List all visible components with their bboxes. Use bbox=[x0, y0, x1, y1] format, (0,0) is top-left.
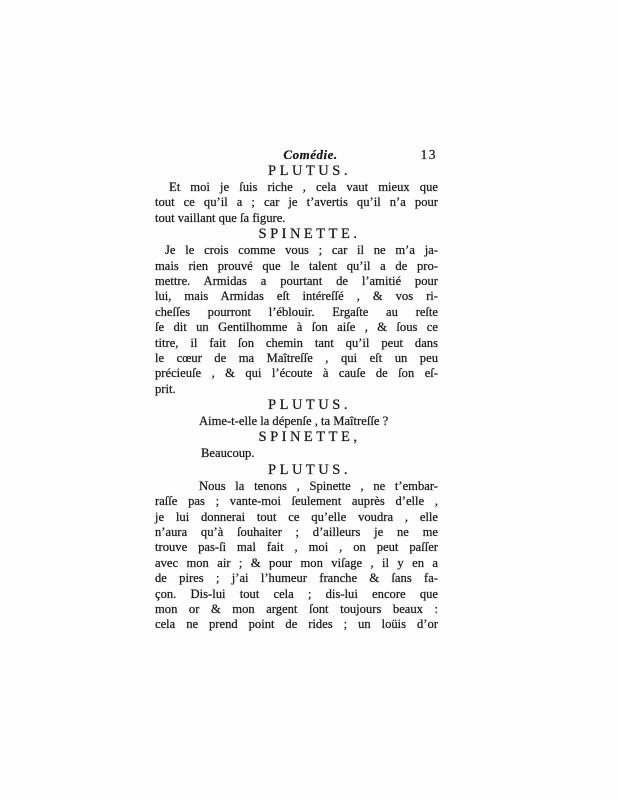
page-number: 13 bbox=[420, 147, 437, 162]
dialogue-line: n’aura qu’à ſouhaiter ; d’ailleurs je ne me bbox=[155, 525, 438, 540]
dialogue-line: de pires ; j’ai l’humeur franche & ſans fa- bbox=[155, 571, 438, 586]
dialogue-paragraph bbox=[155, 479, 438, 633]
running-title: Comédie. bbox=[283, 147, 338, 162]
dialogue-line: je lui donnerai tout ce qu’elle voudra , elle bbox=[155, 509, 438, 524]
dialogue-line: mettre. Armidas a pourtant de l’amitié pour bbox=[155, 273, 438, 288]
dialogue-line: mon or & mon argent ſont toujours beaux : bbox=[155, 601, 438, 616]
dialogue-line: trouve pas-ſi mal fait , moi , on peut paſſer bbox=[155, 540, 438, 555]
dialogue-line: Aime-t-elle la dépenſe , ta Maîtreſſe ? bbox=[199, 414, 389, 429]
page-header bbox=[155, 147, 438, 163]
dialogue-line: Je le crois comme vous ; car il ne m’a ja- bbox=[165, 243, 438, 258]
dialogue-line: précieuſe , & qui l’écoute à cauſe de ſon eſ- bbox=[155, 366, 438, 381]
text-block bbox=[155, 147, 438, 633]
dialogue-paragraph bbox=[155, 414, 438, 429]
dialogue-line: le cœur de ma Maîtreſſe , qui eſt un peu bbox=[155, 350, 438, 365]
speaker-heading: SPINETTE, bbox=[258, 429, 361, 446]
dialogue-line: cela ne prend point de rides ; un loüis d’or bbox=[155, 617, 438, 632]
dialogue-paragraph bbox=[155, 180, 438, 226]
dialogue-line: tout ce qu’il a ; car je t’avertis qu’il n’a pour bbox=[155, 195, 438, 210]
dialogue-line: titre, il fait ſon chemin tant qu’il peut dans bbox=[155, 335, 438, 350]
dialogue-line: avec mon air ; & pour mon viſage , il y en a bbox=[155, 555, 438, 570]
dialogue-line: mais rien prouvé que le talent qu’il a de pro- bbox=[155, 258, 438, 273]
speaker-heading: PLUTUS. bbox=[268, 163, 351, 179]
dialogue-line: çon. Dis-lui tout cela ; dis-lui encore que bbox=[155, 586, 438, 601]
dialogue-paragraph bbox=[155, 446, 438, 461]
speaker-heading: PLUTUS. bbox=[268, 461, 351, 478]
dialogue-line: lui, mais Armidas eſt intéreſſé , & vos ri- bbox=[155, 289, 438, 304]
speaker-heading: PLUTUS. bbox=[268, 397, 351, 414]
dialogue-line: Nous la tenons , Spinette , ne t’embar- bbox=[199, 478, 438, 493]
dialogue-line: Beaucoup. bbox=[201, 446, 255, 461]
dialogue-line: Et moi je ſuis riche , cela vaut mieux que bbox=[169, 180, 438, 194]
dialogue-line: ſe dit un Gentilhomme à ſon aiſe , & ſous ce bbox=[155, 320, 438, 335]
dialogue-line: prit. bbox=[155, 381, 176, 396]
page-content bbox=[155, 163, 438, 633]
dialogue-paragraph bbox=[155, 243, 438, 397]
dialogue-line: tout vaillant que ſa figure. bbox=[155, 210, 286, 225]
dialogue-line: raſſe pas ; vante-moi ſeulement auprès d’elle , bbox=[155, 494, 438, 509]
speaker-heading: SPINETTE. bbox=[258, 226, 361, 243]
dialogue-line: cheſſes pourront l’éblouir. Ergaſte au reſte bbox=[155, 304, 438, 319]
